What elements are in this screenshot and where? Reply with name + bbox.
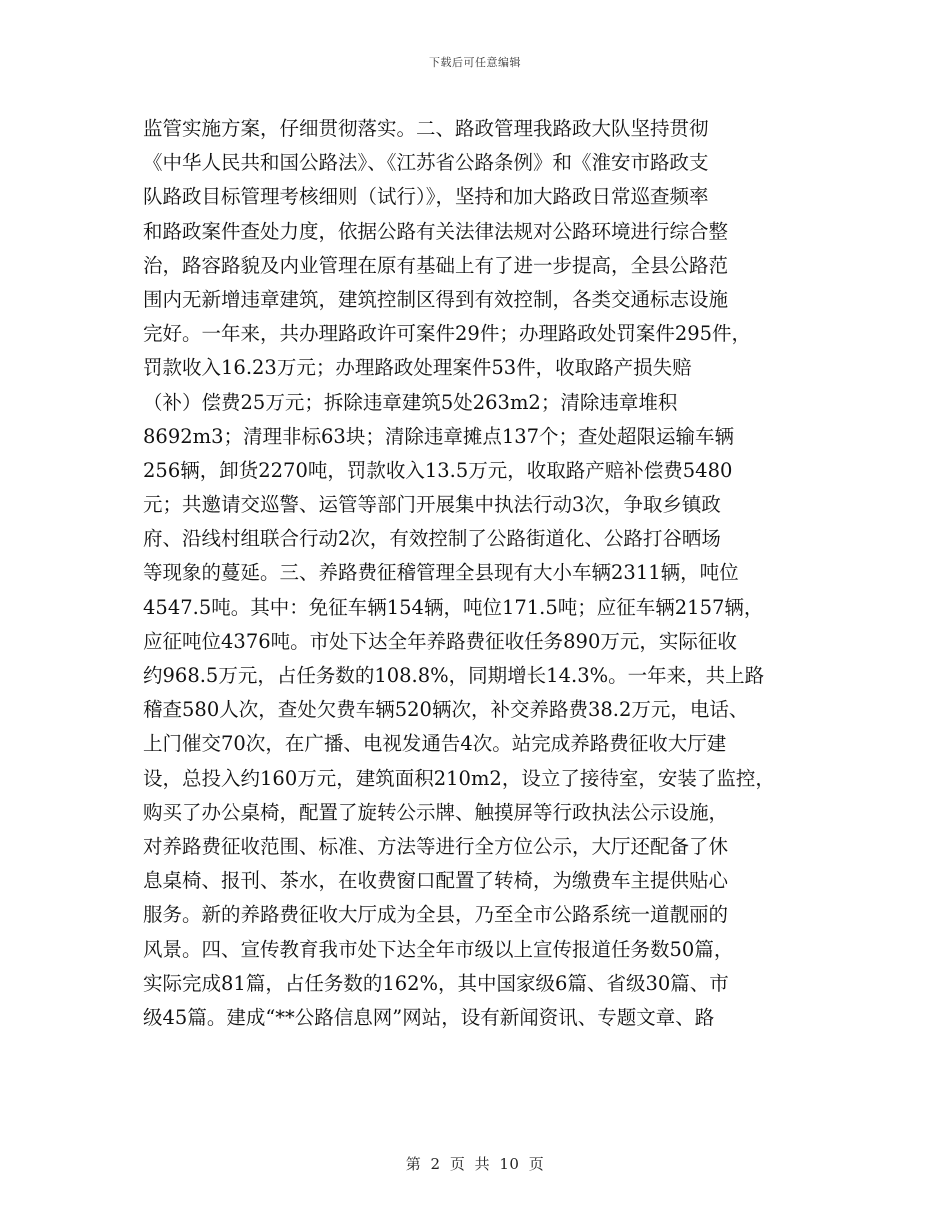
text-line: 实际完成81篇，占任务数的162%，其中国家级6篇、省级30篇、市 [143,971,729,995]
text-line: 8692m3；清理非标63块；清除违章摊点137个；查处超限运输车辆 [143,424,735,448]
text-line: 治，路容路貌及内业管理在原有基础上有了进一步提高，全县公路范 [143,253,729,277]
page-header: 下载后可任意编辑 [429,56,521,69]
text-line: 设，总投入约160万元，建筑面积210m2，设立了接待室，安装了监控， [143,766,775,790]
text-line: 购买了办公桌椅，配置了旋转公示牌、触摸屏等行政执法公示设施， [143,800,729,824]
text-line: 约968.5万元，占任务数的108.8%，同期增长14.3%。一年来，共上路 [143,664,765,687]
text-line: 等现象的蔓延。三、养路费征稽管理全县现有大小车辆2311辆，吨位 [143,561,739,585]
page-number-footer: 第 2 页 共 10 页 [405,1155,545,1173]
text-line: 罚款收入16.23万元；办理路政处理案件53件，收取路产损失赔 [143,356,692,380]
text-line: （补）偿费25万元；拆除违章建筑5处263m2；清除违章堆积 [143,390,678,414]
text-line: 4547.5吨。其中：免征车辆154辆，吨位171.5吨；应征车辆2157辆， [143,595,764,619]
text-line: 风景。四、宣传教育我市处下达全年市级以上宣传报道任务数50篇， [143,937,734,961]
text-line: 服务。新的养路费征收大厅成为全县，乃至全市公路系统一道靓丽的 [143,903,729,927]
document-body [143,112,807,1035]
text-line: 稽查580人次，查处欠费车辆520辆次，补交养路费38.2万元，电话、 [143,698,749,722]
text-line: 《中华人民共和国公路法》、《江苏省公路条例》和《淮安市路政支 [143,151,709,175]
text-line: 上门催交70次，在广播、电视发通告4次。站完成养路费征收大厅建 [143,732,727,756]
text-line: 元；共邀请交巡警、运管等部门开展集中执法行动3次，争取乡镇政 [143,493,721,517]
text-line: 完好。一年来，共办理路政许可案件29件；办理路政处罚案件295件， [143,322,752,346]
text-line: 对养路费征收范围、标准、方法等进行全方位公示，大厅还配备了休 [143,834,729,858]
text-line: 队路政目标管理考核细则（试行）》，坚持和加大路政日常巡查频率 [143,185,709,209]
text-line: 监管实施方案，仔细贯彻落实。二、路政管理我路政大队坚持贯彻 [143,117,709,140]
text-line: 和路政案件查处力度，依据公路有关法律法规对公路环境进行综合整 [143,219,729,243]
text-line: 256辆，卸货2270吨，罚款收入13.5万元，收取路产赔补偿费5480 [143,458,733,482]
text-line: 应征吨位4376吨。市处下达全年养路费征收任务890万元，实际征收 [143,629,737,653]
text-line: 围内无新增违章建筑，建筑控制区得到有效控制，各类交通标志设施 [143,287,729,311]
text-line: 息桌椅、报刊、茶水，在收费窗口配置了转椅，为缴费车主提供贴心 [143,869,729,893]
text-line: 级45篇。建成“**公路信息网”网站，设有新闻资讯、专题文章、路 [143,1005,715,1029]
text-line: 府、沿线村组联合行动2次，有效控制了公路街道化、公路打谷晒场 [143,527,721,551]
